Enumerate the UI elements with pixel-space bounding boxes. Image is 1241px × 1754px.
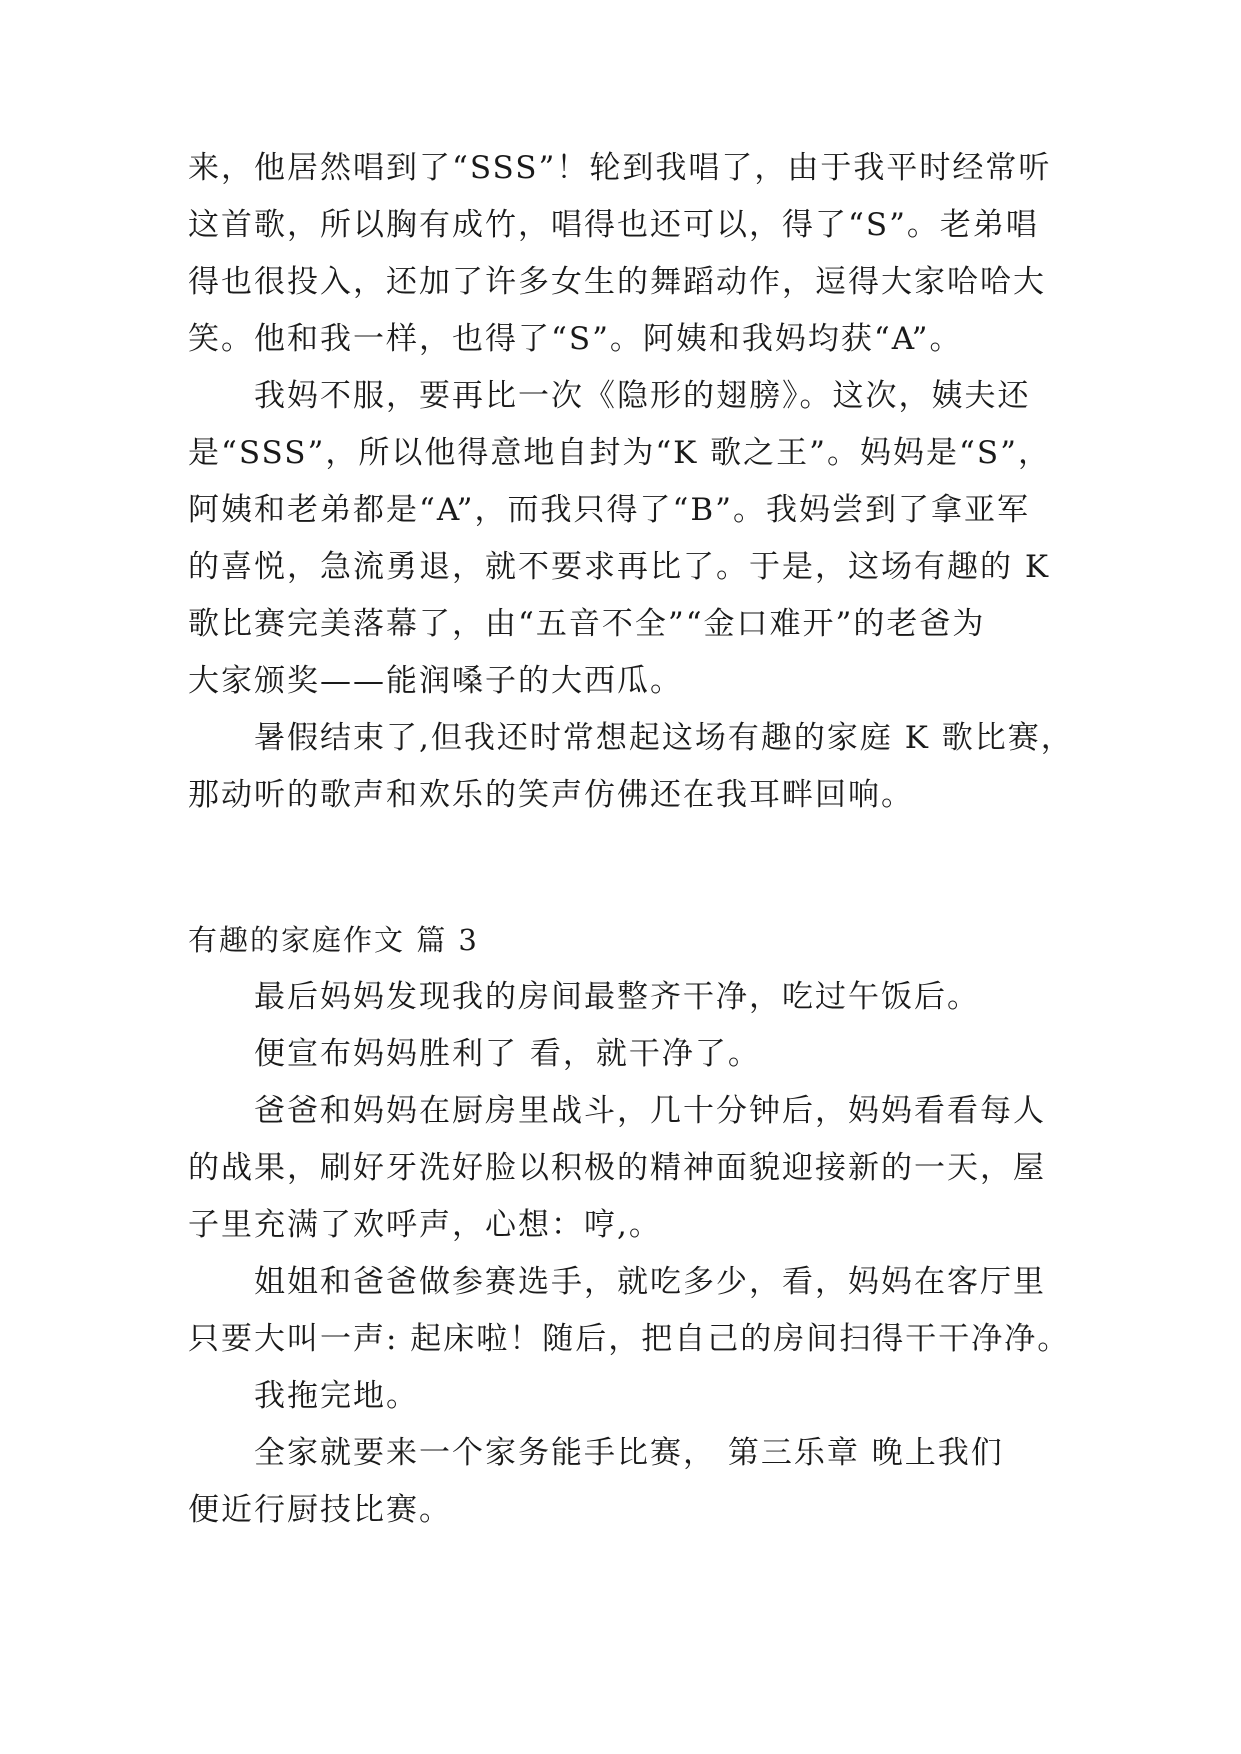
text-line: 便宣布妈妈胜利了 看，就干净了。 (254, 1036, 761, 1072)
paragraph (188, 1026, 1060, 1083)
text-line: 姐姐和爸爸做参赛选手，就吃多少，看，妈妈在客厅里 (254, 1264, 1046, 1300)
text-line: 便近行厨技比赛。 (188, 1492, 452, 1528)
text-line: 我拖完地。 (254, 1378, 419, 1414)
text-line: 得也很投入，还加了许多女生的舞蹈动作，逗得大家哈哈大 (188, 264, 1046, 300)
text-line: 我妈不服，要再比一次《隐形的翅膀》。这次，姨夫还 (254, 378, 1031, 414)
section-gap (188, 824, 1060, 912)
paragraph (188, 1368, 1060, 1425)
paragraph (188, 1425, 1060, 1539)
paragraph (188, 969, 1060, 1026)
text-line: 只要大叫一声: 起床啦！随后，把自己的房间扫得干干净净。 (188, 1321, 1071, 1357)
section-heading: 有趣的家庭作文 篇 3 (188, 923, 479, 957)
text-line: 子里充满了欢呼声，心想：哼,。 (188, 1207, 662, 1243)
text-line: 全家就要来一个家务能手比赛， 第三乐章 晚上我们 (254, 1435, 1004, 1471)
paragraph (188, 140, 1060, 368)
text-line: 的喜悦，急流勇退，就不要求再比了。于是，这场有趣的 K (188, 549, 1051, 585)
paragraph (188, 710, 1074, 824)
text-line: 暑假结束了,但我还时常想起这场有趣的家庭 K 歌比赛， (254, 720, 1074, 756)
document-page (188, 140, 1074, 1539)
text-line: 笑。他和我一样，也得了“S”。阿姨和我妈均获“A”。 (188, 321, 963, 357)
paragraph (188, 1254, 1071, 1368)
text-line: 大家颁奖——能润嗓子的大西瓜。 (188, 663, 683, 699)
text-line: 那动听的歌声和欢乐的笑声仿佛还在我耳畔回响。 (188, 777, 914, 813)
paragraph (188, 1083, 1060, 1254)
text-line: 这首歌，所以胸有成竹，唱得也还可以，得了“S”。老弟唱 (188, 207, 1039, 243)
paragraph (188, 368, 1060, 710)
text-line: 的战果，刷好牙洗好脸以积极的精神面貌迎接新的一天，屋 (188, 1150, 1046, 1186)
text-line: 来，他居然唱到了“SSS”！轮到我唱了，由于我平时经常听 (188, 150, 1052, 186)
text-line: 爸爸和妈妈在厨房里战斗，几十分钟后，妈妈看看每人 (254, 1093, 1046, 1129)
text-line: 最后妈妈发现我的房间最整齐干净，吃过午饭后。 (254, 979, 980, 1015)
text-line: 歌比赛完美落幕了，由“五音不全”“金口难开”的老爸为 (188, 606, 986, 642)
text-line: 是“SSS”，所以他得意地自封为“K 歌之王”。妈妈是“S”， (188, 435, 1051, 471)
text-line: 阿姨和老弟都是“A”，而我只得了“B”。我妈尝到了拿亚军 (188, 492, 1031, 528)
